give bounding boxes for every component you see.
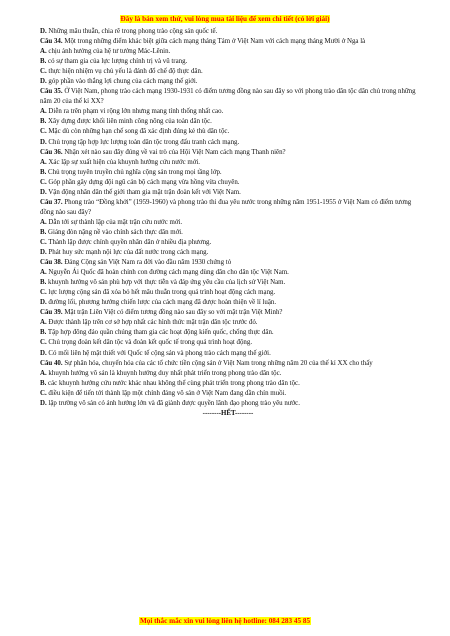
question-number: Câu 34. <box>40 38 63 46</box>
question-number: Câu 39. <box>40 309 63 317</box>
question-text: Mặt trận Liên Việt có điểm tương đồng nào sau đây so với mặt trận Việt Minh? <box>62 309 283 317</box>
answer-option <box>40 138 416 148</box>
answer-option <box>40 47 416 57</box>
option-text: thực hiện nhiệm vụ chủ yếu là đánh đổ chế độ thực dân. <box>46 68 203 76</box>
answer-option <box>40 298 416 308</box>
answer-option <box>40 117 416 127</box>
option-text: Có mối liên hệ mật thiết với Quốc tế cộng sản và phong trào cách mạng thế giới. <box>46 349 271 357</box>
option-text: Diễn ra trên phạm vi rộng lớn nhưng mang tính thống nhất cao. <box>46 108 224 116</box>
question-text: Đảng Cộng sản Việt Nam ra đời vào đầu năm 1930 chứng tỏ <box>62 259 232 267</box>
option-text: có sự tham gia của lực lượng chính trị và vũ trang. <box>46 58 188 66</box>
answer-option <box>40 188 416 198</box>
answer-option <box>40 268 416 278</box>
option-letter: B. <box>40 228 47 236</box>
option-letter: B. <box>40 58 47 66</box>
answer-option <box>40 228 416 238</box>
option-text: Chủ trọng tuyên truyền chủ nghĩa cộng sản trong mọi tầng lớp. <box>46 168 222 176</box>
question-text: Sự phân hóa, chuyển hóa của các tổ chức tiền cộng sản ở Việt Nam trong những năm 20 của thế kỉ XX cho thấy <box>62 359 373 367</box>
option-letter: A. <box>40 319 47 327</box>
option-text: Nguyễn Ái Quốc đã hoàn chỉnh con đường cách mạng dùng dân cho dân tộc Việt Nam. <box>46 269 289 277</box>
question-text: Ở Việt Nam, phong trào cách mạng 1930-1931 có điểm tương đồng nào sau đây so với phong trào dân tộc dân chủ trong những năm 20 của thế kỉ XX? <box>40 88 416 106</box>
option-letter: A. <box>40 369 47 377</box>
option-letter: C. <box>40 128 47 136</box>
option-letter: D. <box>40 299 47 307</box>
option-text: Chủ trọng tập hợp lực lượng toàn dân tộc trong đấu tranh cách mạng. <box>46 138 240 146</box>
answer-option <box>40 278 416 288</box>
option-text: khuynh hướng vô sản là khuynh hướng duy nhất phát triển trong phong trào dân tộc. <box>46 369 282 377</box>
answer-option <box>40 349 416 359</box>
question-line <box>40 148 416 158</box>
question-line <box>40 87 416 107</box>
answer-option <box>40 328 416 338</box>
option-letter: D. <box>40 249 47 257</box>
option-letter: A. <box>40 158 47 166</box>
option-text: Thành lập được chính quyền nhân dân ở nhiều địa phương. <box>46 238 212 246</box>
option-text: Chủ trọng đoàn kết dân tộc và đoàn kết quốc tế trong quá trình hoạt động. <box>46 339 253 347</box>
option-text: Mặc dù còn những hạn chế song đã xác định đúng kẻ thù dân tộc. <box>46 128 230 136</box>
answer-option <box>40 399 416 409</box>
option-letter: C. <box>40 238 47 246</box>
answer-option <box>40 248 416 258</box>
answer-option <box>40 77 416 87</box>
answer-option <box>40 27 416 37</box>
question-text: Nhận xét nào sau đây đúng về vai trò của Hội Việt Nam cách mạng Thanh niên? <box>62 148 286 156</box>
option-text: Góp phần gây dựng đội ngũ cán bộ cách mạng vừa hồng vừa chuyên. <box>46 178 240 186</box>
answer-option <box>40 178 416 188</box>
option-letter: A. <box>40 269 47 277</box>
option-letter: D. <box>40 138 47 146</box>
question-line <box>40 258 416 268</box>
option-letter: B. <box>40 279 47 287</box>
end-mark: --------HẾT-------- <box>202 409 254 417</box>
hotline-text: Mọi thắc mắc xin vui lòng liên hệ hotline: 084 283 45 85 <box>139 617 311 625</box>
option-letter: C. <box>40 289 47 297</box>
option-text: Xây dựng được khối liên minh công nông của toàn dân tộc. <box>46 118 212 126</box>
option-letter: B. <box>40 379 47 387</box>
answer-option <box>40 218 416 228</box>
answer-option <box>40 318 416 328</box>
question-line <box>40 37 416 47</box>
question-number: Câu 40. <box>40 359 63 367</box>
option-letter: D. <box>40 78 47 86</box>
hotline-footer <box>0 617 450 625</box>
question-line <box>40 198 416 218</box>
answer-option <box>40 107 416 117</box>
option-letter: C. <box>40 68 47 76</box>
option-letter: B. <box>40 168 47 176</box>
answer-option <box>40 238 416 248</box>
answer-option <box>40 369 416 379</box>
option-text: Những mâu thuẫn, chia rẽ trong phong trào cộng sản quốc tế. <box>46 28 218 35</box>
answer-option <box>40 168 416 178</box>
question-text: Một trong những điểm khác biệt giữa cách mạng tháng Tám ở Việt Nam với cách mạng tháng Mười ở Nga là <box>62 38 366 46</box>
question-line <box>40 308 416 318</box>
question-number: Câu 37. <box>40 198 63 206</box>
answer-option <box>40 158 416 168</box>
answer-option <box>40 67 416 77</box>
question-number: Câu 38. <box>40 259 63 267</box>
answer-option <box>40 127 416 137</box>
exam-content <box>40 27 416 419</box>
option-text: đường lối, phương hướng chiến lược của cách mạng đã được hoàn thiện về lí luận. <box>46 299 277 307</box>
option-text: các khuynh hướng cứu nước khác nhau không thể cùng phát triển trong phong trào dân tộc. <box>46 379 300 387</box>
option-letter: B. <box>40 118 47 126</box>
answer-option <box>40 338 416 348</box>
option-letter: A. <box>40 108 47 116</box>
option-letter: C. <box>40 339 47 347</box>
option-text: Xác lập sự xuất hiện của khuynh hướng cứu nước mới. <box>46 158 201 166</box>
option-letter: D. <box>40 28 47 35</box>
answer-option <box>40 379 416 389</box>
option-text: Dẫn tới sự thành lập của mặt trận cứu nước mới. <box>46 218 183 226</box>
option-letter: D. <box>40 349 47 357</box>
question-number: Câu 35. <box>40 88 63 96</box>
option-letter: C. <box>40 178 47 186</box>
option-letter: A. <box>40 48 47 56</box>
question-line <box>40 359 416 369</box>
answer-option <box>40 57 416 67</box>
option-text: khuynh hướng vô sản phù hợp với thực tiễn và đáp ứng yêu cầu của lịch sử Việt Nam. <box>46 279 286 287</box>
option-text: Vận động nhân dân thế giới tham gia mặt trận đoàn kết với Việt Nam. <box>46 188 241 196</box>
option-letter: D. <box>40 399 47 407</box>
preview-notice-text: Đây là bản xem thử, vui lòng mua tài liệu để xem chi tiết (có lời giải) <box>120 15 330 23</box>
option-letter: D. <box>40 188 47 196</box>
option-text: lực lượng cộng sản đã xóa bỏ hết mâu thuẫn trong quá trình hoạt động cách mạng. <box>46 289 276 297</box>
option-text: điều kiện để tiến tới thành lập một chính đảng vô sản ở Việt Nam đang dần chín muồi. <box>46 389 287 397</box>
option-text: Phát huy sức mạnh nội lực của đất nước trong cách mạng. <box>46 249 209 257</box>
question-text: Phong trào “Đồng khởi” (1959-1960) và phong trào thi đua yêu nước trong những năm 1951-1955 ở Việt Nam có điểm tương đồng nào sau đây? <box>40 198 412 216</box>
option-text: lập trường vô sản có ảnh hưởng lớn và đã giành được quyền lãnh đạo phong trào yêu nước. <box>46 399 300 407</box>
option-text: góp phần vào thắng lợi chung của cách mạng thế giới. <box>46 78 198 86</box>
preview-notice-banner <box>0 15 450 23</box>
option-text: chịu ảnh hưởng của hệ tư tưởng Mác-Lênin. <box>46 48 171 56</box>
answer-option <box>40 288 416 298</box>
option-letter: B. <box>40 329 47 337</box>
answer-option <box>40 389 416 399</box>
option-letter: A. <box>40 218 47 226</box>
option-letter: C. <box>40 389 47 397</box>
option-text: Được thành lập trên cơ sở hợp nhất các hình thức mặt trận dân tộc trước đó. <box>46 319 258 327</box>
option-text: Giáng đòn nặng nề vào chính sách thực dân mới. <box>46 228 183 236</box>
option-text: Tập hợp đông đảo quần chúng tham gia các hoạt động kiến quốc, chống thực dân. <box>46 329 274 337</box>
question-number: Câu 36. <box>40 148 63 156</box>
